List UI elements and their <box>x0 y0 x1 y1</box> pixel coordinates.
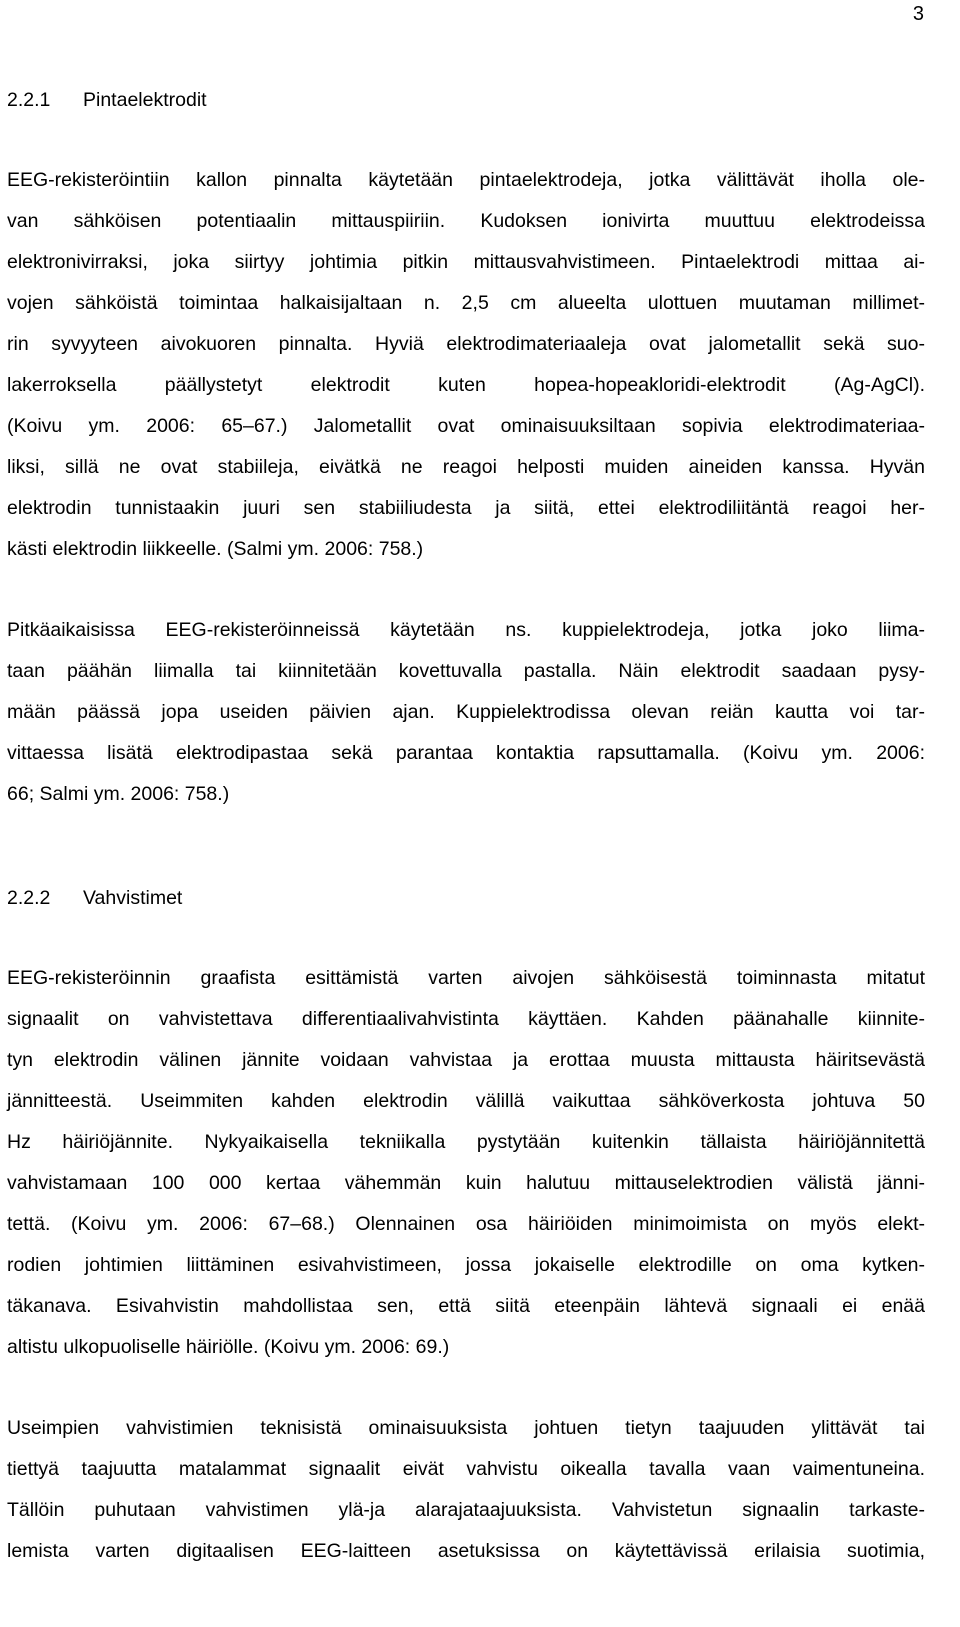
page-number: 3 <box>912 3 924 25</box>
text-line: mään päässä jopa useiden päivien ajan. Kuppielektrodissa olevan reiän kautta voi tar- <box>7 701 925 723</box>
text-line: altistu ulkopuoliselle häiriölle. (Koivu ym. 2006: 69.) <box>7 1336 450 1358</box>
text-line: täkanava. Esivahvistin mahdollistaa sen, että siitä eteenpäin lähtevä signaali ei enää <box>7 1295 925 1317</box>
text-line: vahvistamaan 100 000 kertaa vähemmän kuin halutuu mittauselektrodien välistä jänni- <box>7 1172 925 1194</box>
paragraph-vahvistimet-2 <box>7 1408 925 1572</box>
text-line: lakerroksella päällystetyt elektrodit kuten hopea-hopeakloridi-elektrodit (Ag-AgCl). <box>7 374 925 396</box>
text-line: van sähköisen potentiaalin mittauspiiriin. Kudoksen ionivirta muuttuu elektrodeissa <box>7 210 925 232</box>
text-line: Hz häiriöjännite. Nykyaikaisella tekniikalla pystytään kuitenkin tällaista häiriöjännitettä <box>7 1131 925 1153</box>
section-heading-2-2-1 <box>7 80 207 121</box>
text-line: EEG-rekisteröinnin graafista esittämistä varten aivojen sähköisestä toiminnasta mitatut <box>7 967 925 989</box>
heading-number: 2.2.2 <box>7 887 51 909</box>
text-line: Pitkäaikaisissa EEG-rekisteröinneissä käytetään ns. kuppielektrodeja, jotka joko liima- <box>7 619 925 641</box>
text-line: vittaessa lisätä elektrodipastaa sekä parantaa kontaktia rapsuttamalla. (Koivu ym. 2006: <box>7 742 925 764</box>
text-line: tettä. (Koivu ym. 2006: 67–68.) Olennainen osa häiriöiden minimoimista on myös elekt- <box>7 1213 925 1235</box>
text-line: tiettyä taajuutta matalammat signaalit eivät vahvistu oikealla tavalla vaan vaimentuneina. <box>7 1458 925 1480</box>
text-line: liksi, sillä ne ovat stabiileja, eivätkä ne reagoi helposti muiden aineiden kanssa. Hyvän <box>7 456 925 478</box>
text-line: EEG-rekisteröintiin kallon pinnalta käytetään pintaelektrodeja, jotka välittävät iholla ole- <box>7 169 925 191</box>
text-line: vojen sähköistä toimintaa halkaisijaltaan n. 2,5 cm alueelta ulottuen muutaman millimet- <box>7 292 925 314</box>
text-line: rodien johtimien liittäminen esivahvistimeen, jossa jokaiselle elektrodille on oma kytken- <box>7 1254 925 1276</box>
text-line: taan päähän liimalla tai kiinnitetään kovettuvalla pastalla. Näin elektrodit saadaan pysy- <box>7 660 925 682</box>
paragraph-pintaelektrodit-2 <box>7 610 925 815</box>
text-line: (Koivu ym. 2006: 65–67.) Jalometallit ovat ominaisuuksiltaan sopivia elektrodimateriaa- <box>7 415 925 437</box>
heading-title: Pintaelektrodit <box>83 89 207 111</box>
text-line: Useimpien vahvistimien teknisistä ominaisuuksista johtuen tietyn taajuuden ylittävät tai <box>7 1417 925 1439</box>
text-line: rin syvyyteen aivokuoren pinnalta. Hyviä elektrodimateriaaleja ovat jalometallit sekä suo- <box>7 333 925 355</box>
heading-title: Vahvistimet <box>83 887 183 909</box>
text-line: tyn elektrodin välinen jännite voidaan vahvistaa ja erottaa muusta mittausta häiritsevästä <box>7 1049 925 1071</box>
text-line: Tällöin puhutaan vahvistimen ylä-ja alarajataajuuksista. Vahvistetun signaalin tarkaste- <box>7 1499 925 1521</box>
text-line: signaalit on vahvistettava differentiaalivahvistinta käyttäen. Kahden päänahalle kiinnite- <box>7 1008 925 1030</box>
text-line: 66; Salmi ym. 2006: 758.) <box>7 783 230 805</box>
paragraph-vahvistimet-1 <box>7 958 925 1368</box>
text-line: lemista varten digitaalisen EEG-laitteen asetuksissa on käytettävissä erilaisia suotimia, <box>7 1540 925 1562</box>
text-line: elektronivirraksi, joka siirtyy johtimia pitkin mittausvahvistimeen. Pintaelektrodi mittaa ai- <box>7 251 925 273</box>
text-line: jännitteestä. Useimmiten kahden elektrodin välillä vaikuttaa sähköverkosta johtuva 50 <box>7 1090 925 1112</box>
text-line: kästi elektrodin liikkeelle. (Salmi ym. 2006: 758.) <box>7 538 424 560</box>
heading-number: 2.2.1 <box>7 89 51 111</box>
text-line: elektrodin tunnistaakin juuri sen stabiiliudesta ja siitä, ettei elektrodiliitäntä reagoi her- <box>7 497 925 519</box>
paragraph-pintaelektrodit-1 <box>7 160 925 570</box>
section-heading-2-2-2 <box>7 878 182 919</box>
